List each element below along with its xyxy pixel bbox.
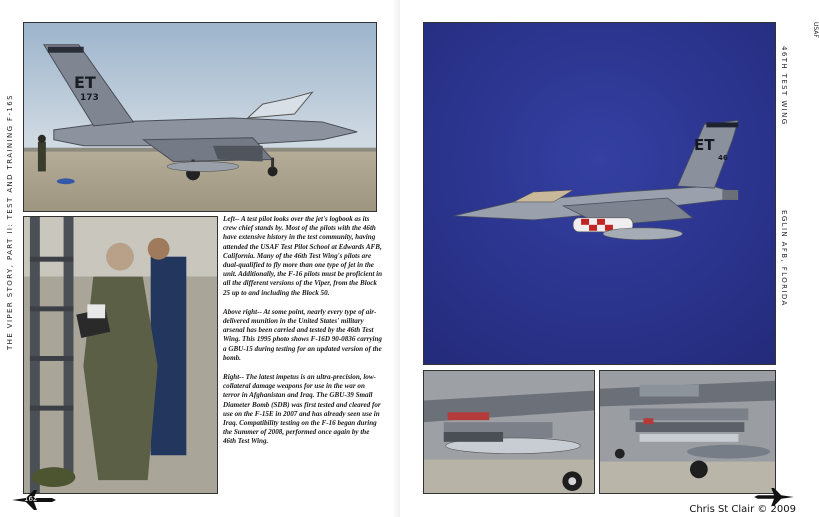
caption-block <box>223 215 383 457</box>
tail-code-ET: ET <box>74 73 96 92</box>
photo-sdb-underwing-1 <box>423 370 595 494</box>
edge-label: USAF <box>812 22 819 38</box>
running-head-text: THE VIPER STORY, PART II: TEST AND TRAINING F-16S <box>6 94 14 350</box>
running-head-left <box>4 20 18 440</box>
left-page <box>0 0 400 517</box>
running-head-right <box>778 22 792 322</box>
caption-left: Left-- A test pilot looks over the jet's logbook as its crew chief stands by. Most of the pilots with the 46th have extensive history in the test community, having attended the USAF Test Pilot School at Edwards AFB, California. Many of the 46th Test Wing's pilots are dual-qualified to fly more than one type of jet in the unit. Additionally, the F-16 pilots must be proficient in all the different versions of the Viper, from the Block 25 up to and including the Block 50. <box>223 215 383 297</box>
running-head-right-bottom: EGLIN AFB, FLORIDA <box>780 210 788 307</box>
tail-code-ET-inflight: ET <box>694 136 715 154</box>
photo-pilot-logbook <box>23 216 218 494</box>
caption-right: Right-- The latest impetus is an ultra-precision, low-collateral damage weapons for use in the war on terror in Afghanistan and Iraq. The GBU-39 Small Diameter Bomb (SDB) was first tested and cleared for use on the F-15E in 2007 and has already seen use in Iraq. Compatibility testing on the F-16 began during the Summer of 2008, performed once again by the 46th Test Wing. <box>223 373 381 446</box>
photo-credit: Chris St Clair © 2009 <box>689 504 796 515</box>
photo-f16d-ramp <box>23 22 377 212</box>
tail-serial-inflight: 46 <box>718 154 728 162</box>
page-number: 162 <box>24 495 38 503</box>
running-head-right-top: 46TH TEST WING <box>780 46 788 126</box>
right-page <box>400 0 819 517</box>
page-number-badge <box>12 490 56 510</box>
tail-serial: 173 <box>80 93 99 103</box>
photo-sdb-underwing-2 <box>599 370 776 494</box>
caption-above-right: Above right-- At some point, nearly every type of air-delivered munition in the United States' military arsenal has been carried and tested by the 46th Test Wing. This 1995 photo shows F-16D 90-0836 carrying a GBU-15 during testing for an updated version of the bomb. <box>223 307 382 362</box>
photo-f16-inflight-gbu15 <box>423 22 776 365</box>
